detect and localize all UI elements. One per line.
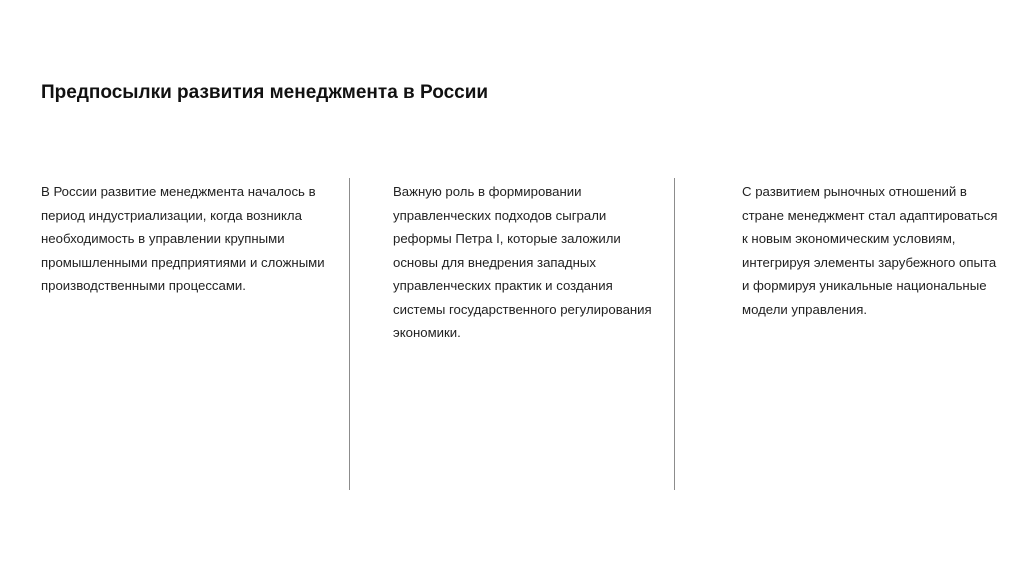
text-column-1: В России развитие менеджмента началось в период индустриализации, когда возникла необходимость в управлении крупными промышленными предприятиями и сложными производственными процессами. <box>41 184 325 293</box>
text-column-2: Важную роль в формировании управленческих подходов сыграли реформы Петра I, которые заложили основы для внедрения западных управленческих практик и создания системы государственного регулирования экономики. <box>393 184 652 340</box>
slide-title: Предпосылки развития менеджмента в России <box>41 82 489 103</box>
text-column-3: С развитием рыночных отношений в стране менеджмент стал адаптироваться к новым экономическим условиям, интегрируя элементы зарубежного опыта и формируя уникальные национальные модели управления. <box>742 184 998 317</box>
column-divider-1 <box>349 178 350 490</box>
column-divider-2 <box>674 178 675 490</box>
